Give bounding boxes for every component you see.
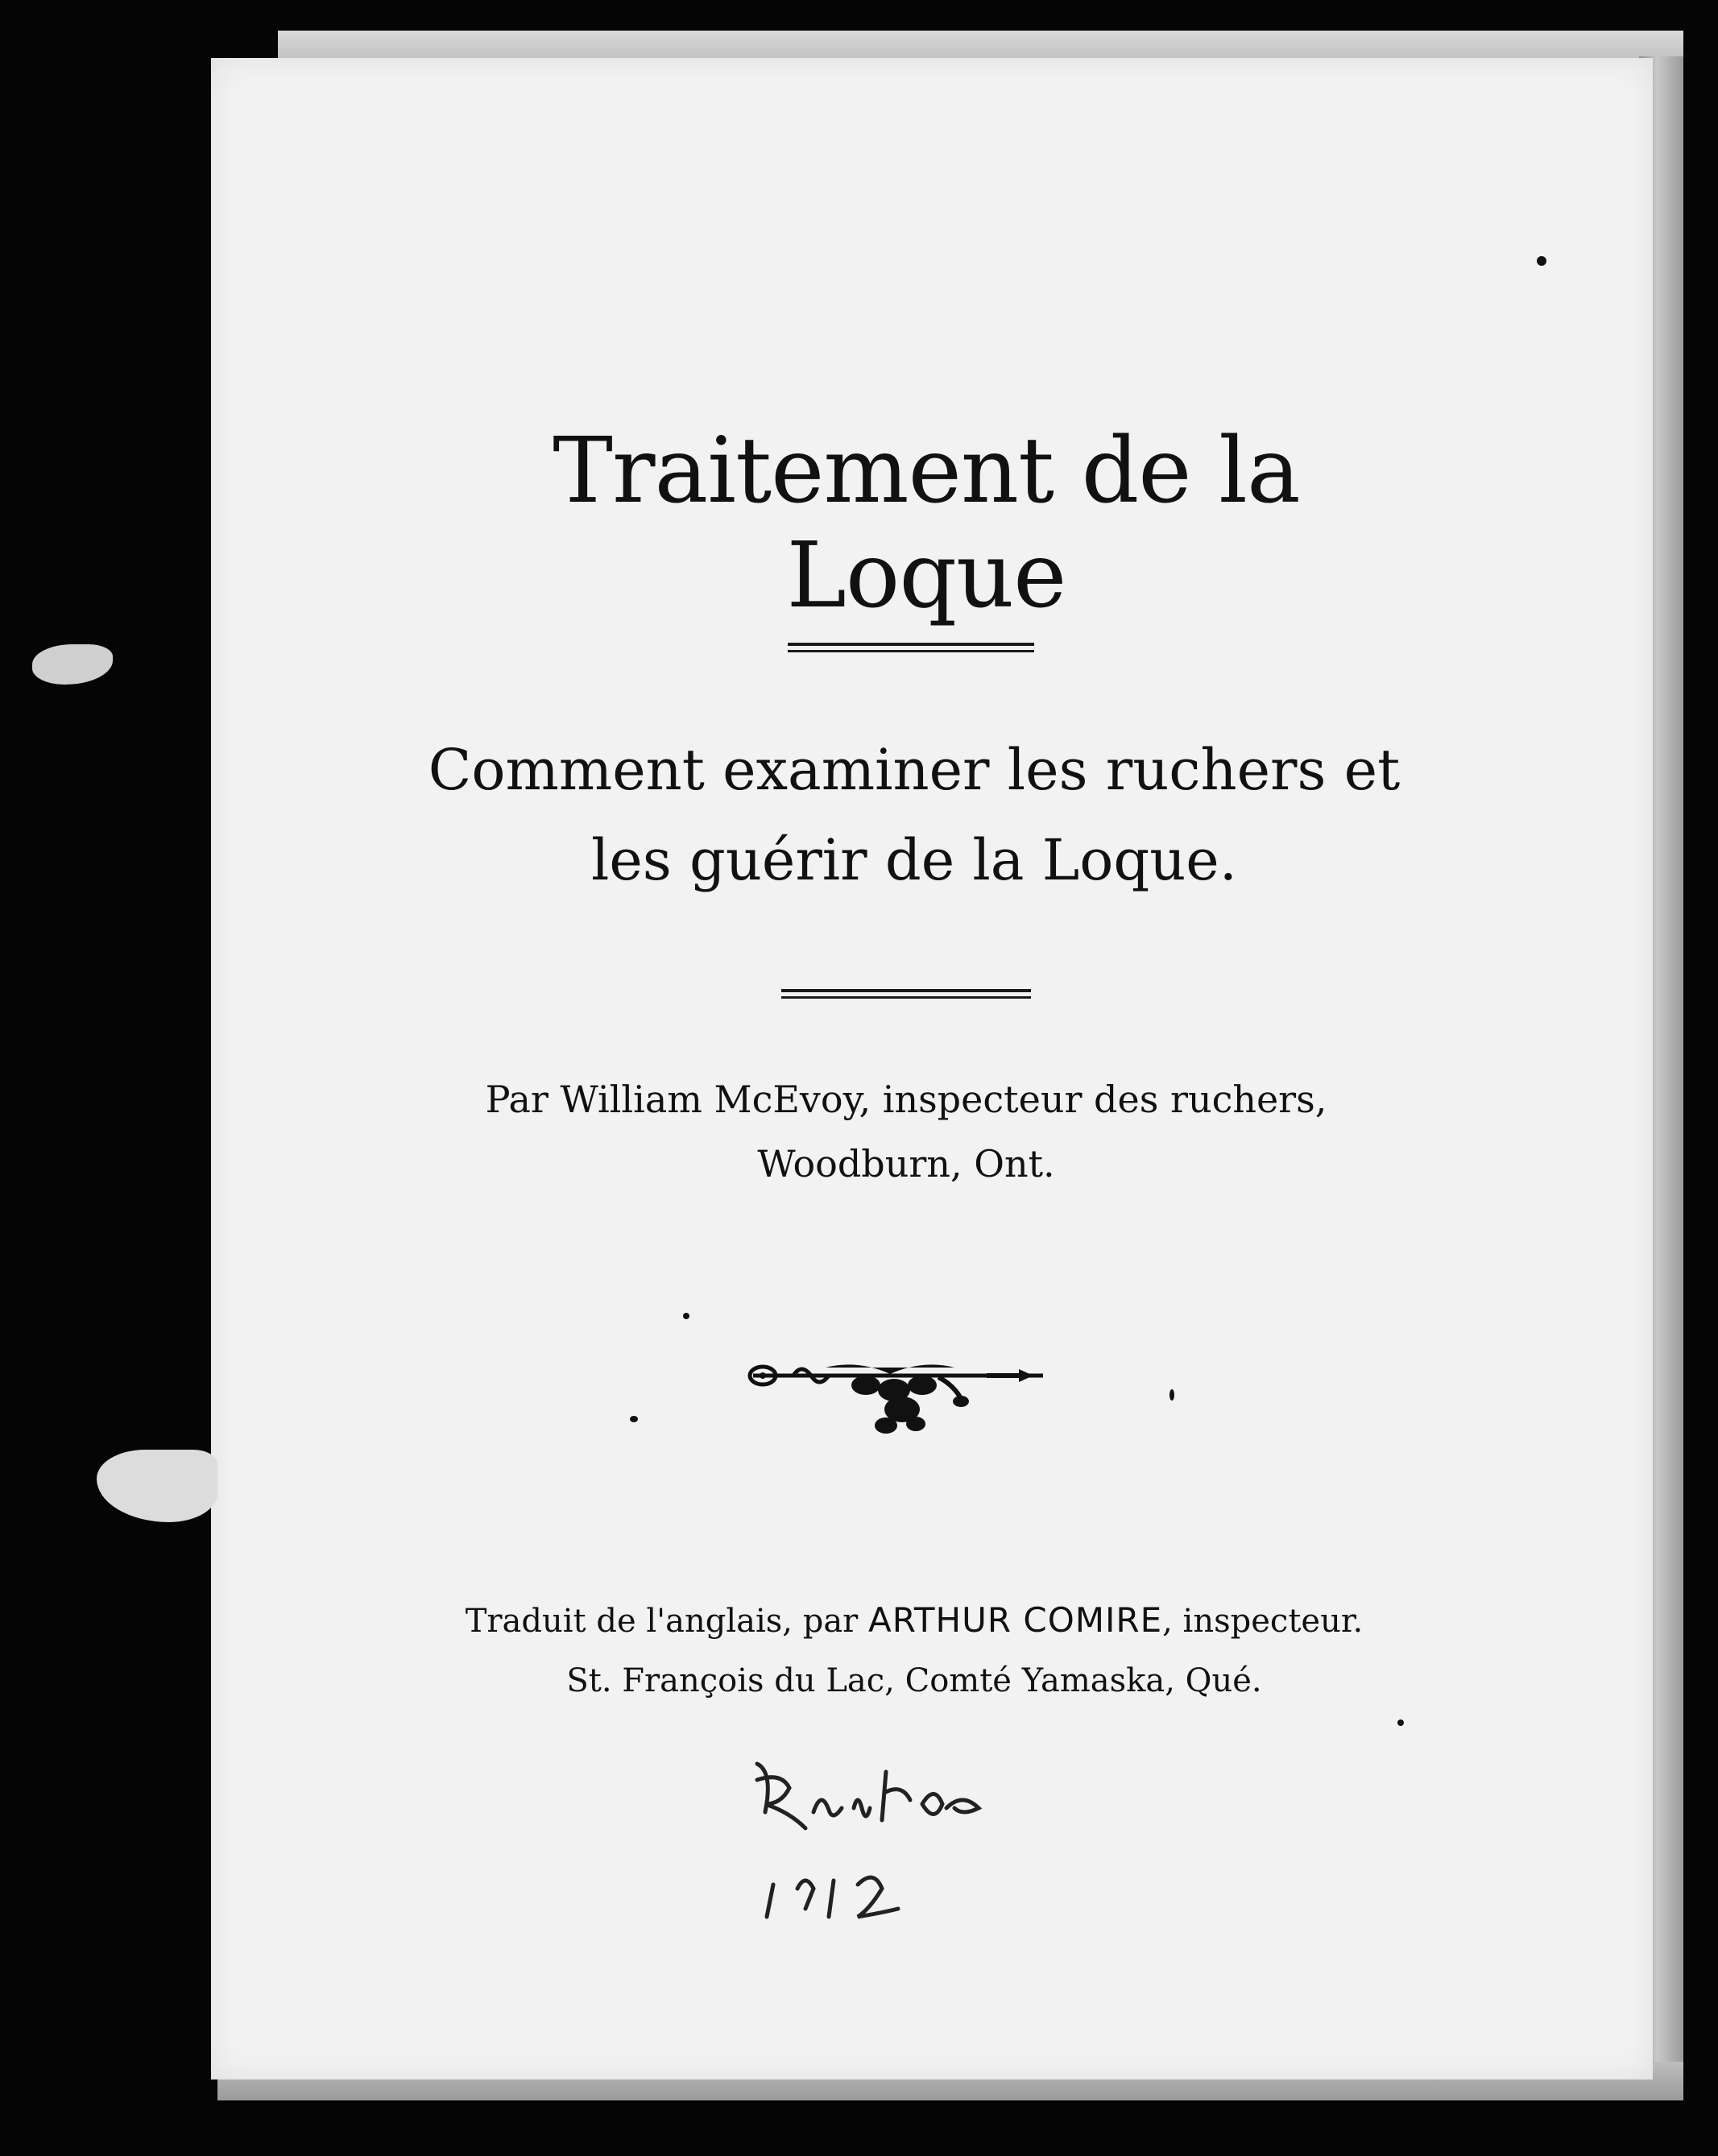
double-rule-divider [788, 643, 1034, 652]
dust-speck [1169, 1389, 1174, 1401]
dust-speck [683, 1313, 689, 1319]
author-line: Woodburn, Ont. [757, 1142, 1055, 1186]
translator-line [346, 1591, 1482, 1651]
dust-speck [630, 1416, 638, 1422]
dust-speck [1537, 256, 1546, 266]
document-title: Traitement de la Loque [553, 419, 1300, 628]
translator-suffix: , inspecteur. [1162, 1603, 1364, 1640]
author-line: Par William McEvoy, inspecteur des ruchers, [485, 1078, 1327, 1121]
handwritten-annotation [725, 1748, 1063, 1933]
double-rule-divider [781, 989, 1031, 999]
translator-credit [346, 1591, 1482, 1711]
floral-ornament-icon [745, 1353, 1051, 1442]
author-credit [451, 1067, 1361, 1196]
subtitle-line: Comment examiner les ruchers et [428, 737, 1401, 803]
translator-name: ARTHUR COMIRE [868, 1600, 1163, 1640]
translator-prefix: Traduit de l'anglais, par [465, 1603, 869, 1640]
dust-speck [1397, 1719, 1404, 1726]
translator-location: St. François du Lac, Comté Yamaska, Qué. [566, 1662, 1262, 1699]
document-subtitle [395, 725, 1434, 905]
subtitle-line: les guérir de la Loque. [591, 827, 1237, 893]
